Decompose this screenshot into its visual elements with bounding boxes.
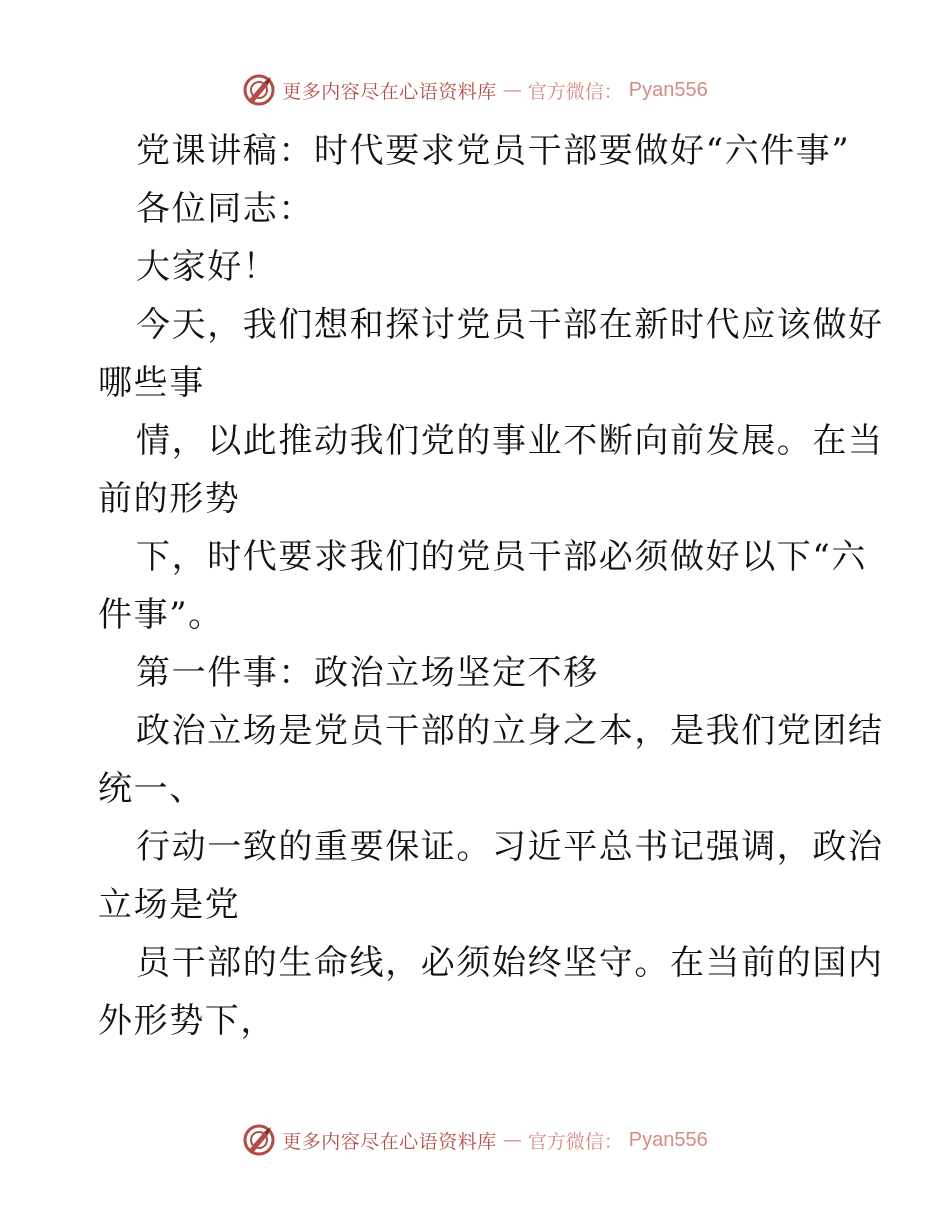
paragraph-line: 统一、 bbox=[98, 769, 205, 809]
watermark-text: 更多内容尽在心语资料库 bbox=[282, 80, 497, 103]
document-title: 党课讲稿：时代要求党员干部要做好“六件事” bbox=[136, 131, 851, 171]
greeting: 大家好！ bbox=[136, 247, 279, 287]
section-heading: 第一件事：政治立场坚定不移 bbox=[136, 653, 599, 693]
paragraph-line: 情，以此推动我们党的事业不断向前发展。在当 bbox=[136, 421, 884, 461]
watermark-wechat-id: Pyan556 bbox=[628, 78, 708, 101]
paragraph-line: 今天，我们想和探讨党员干部在新时代应该做好 bbox=[136, 305, 884, 345]
paragraph-line: 前的形势 bbox=[98, 479, 241, 519]
salutation: 各位同志： bbox=[136, 189, 314, 229]
document-body bbox=[98, 122, 884, 1050]
watermark-label: 官方微信： bbox=[527, 1130, 623, 1153]
footer-watermark bbox=[0, 1120, 950, 1160]
watermark-separator: — bbox=[502, 1129, 522, 1151]
paragraph-line: 行动一致的重要保证。习近平总书记强调，政治 bbox=[136, 827, 884, 867]
quill-pen-logo-icon bbox=[242, 73, 276, 107]
watermark-text: 更多内容尽在心语资料库 bbox=[282, 1130, 497, 1153]
paragraph-line: 件事”。 bbox=[98, 595, 224, 635]
paragraph-line: 外形势下， bbox=[98, 1001, 276, 1041]
quill-pen-logo-icon bbox=[242, 1123, 276, 1157]
watermark-separator: — bbox=[502, 79, 522, 101]
paragraph-line: 立场是党 bbox=[98, 885, 241, 925]
header-watermark bbox=[0, 70, 950, 110]
paragraph-line: 哪些事 bbox=[98, 363, 205, 403]
watermark-label: 官方微信： bbox=[527, 80, 623, 103]
paragraph-line: 下，时代要求我们的党员干部必须做好以下“六 bbox=[136, 537, 867, 577]
paragraph-line: 政治立场是党员干部的立身之本，是我们党团结 bbox=[136, 711, 884, 751]
paragraph-line: 员干部的生命线，必须始终坚守。在当前的国内 bbox=[136, 943, 884, 983]
watermark-wechat-id: Pyan556 bbox=[628, 1128, 708, 1151]
